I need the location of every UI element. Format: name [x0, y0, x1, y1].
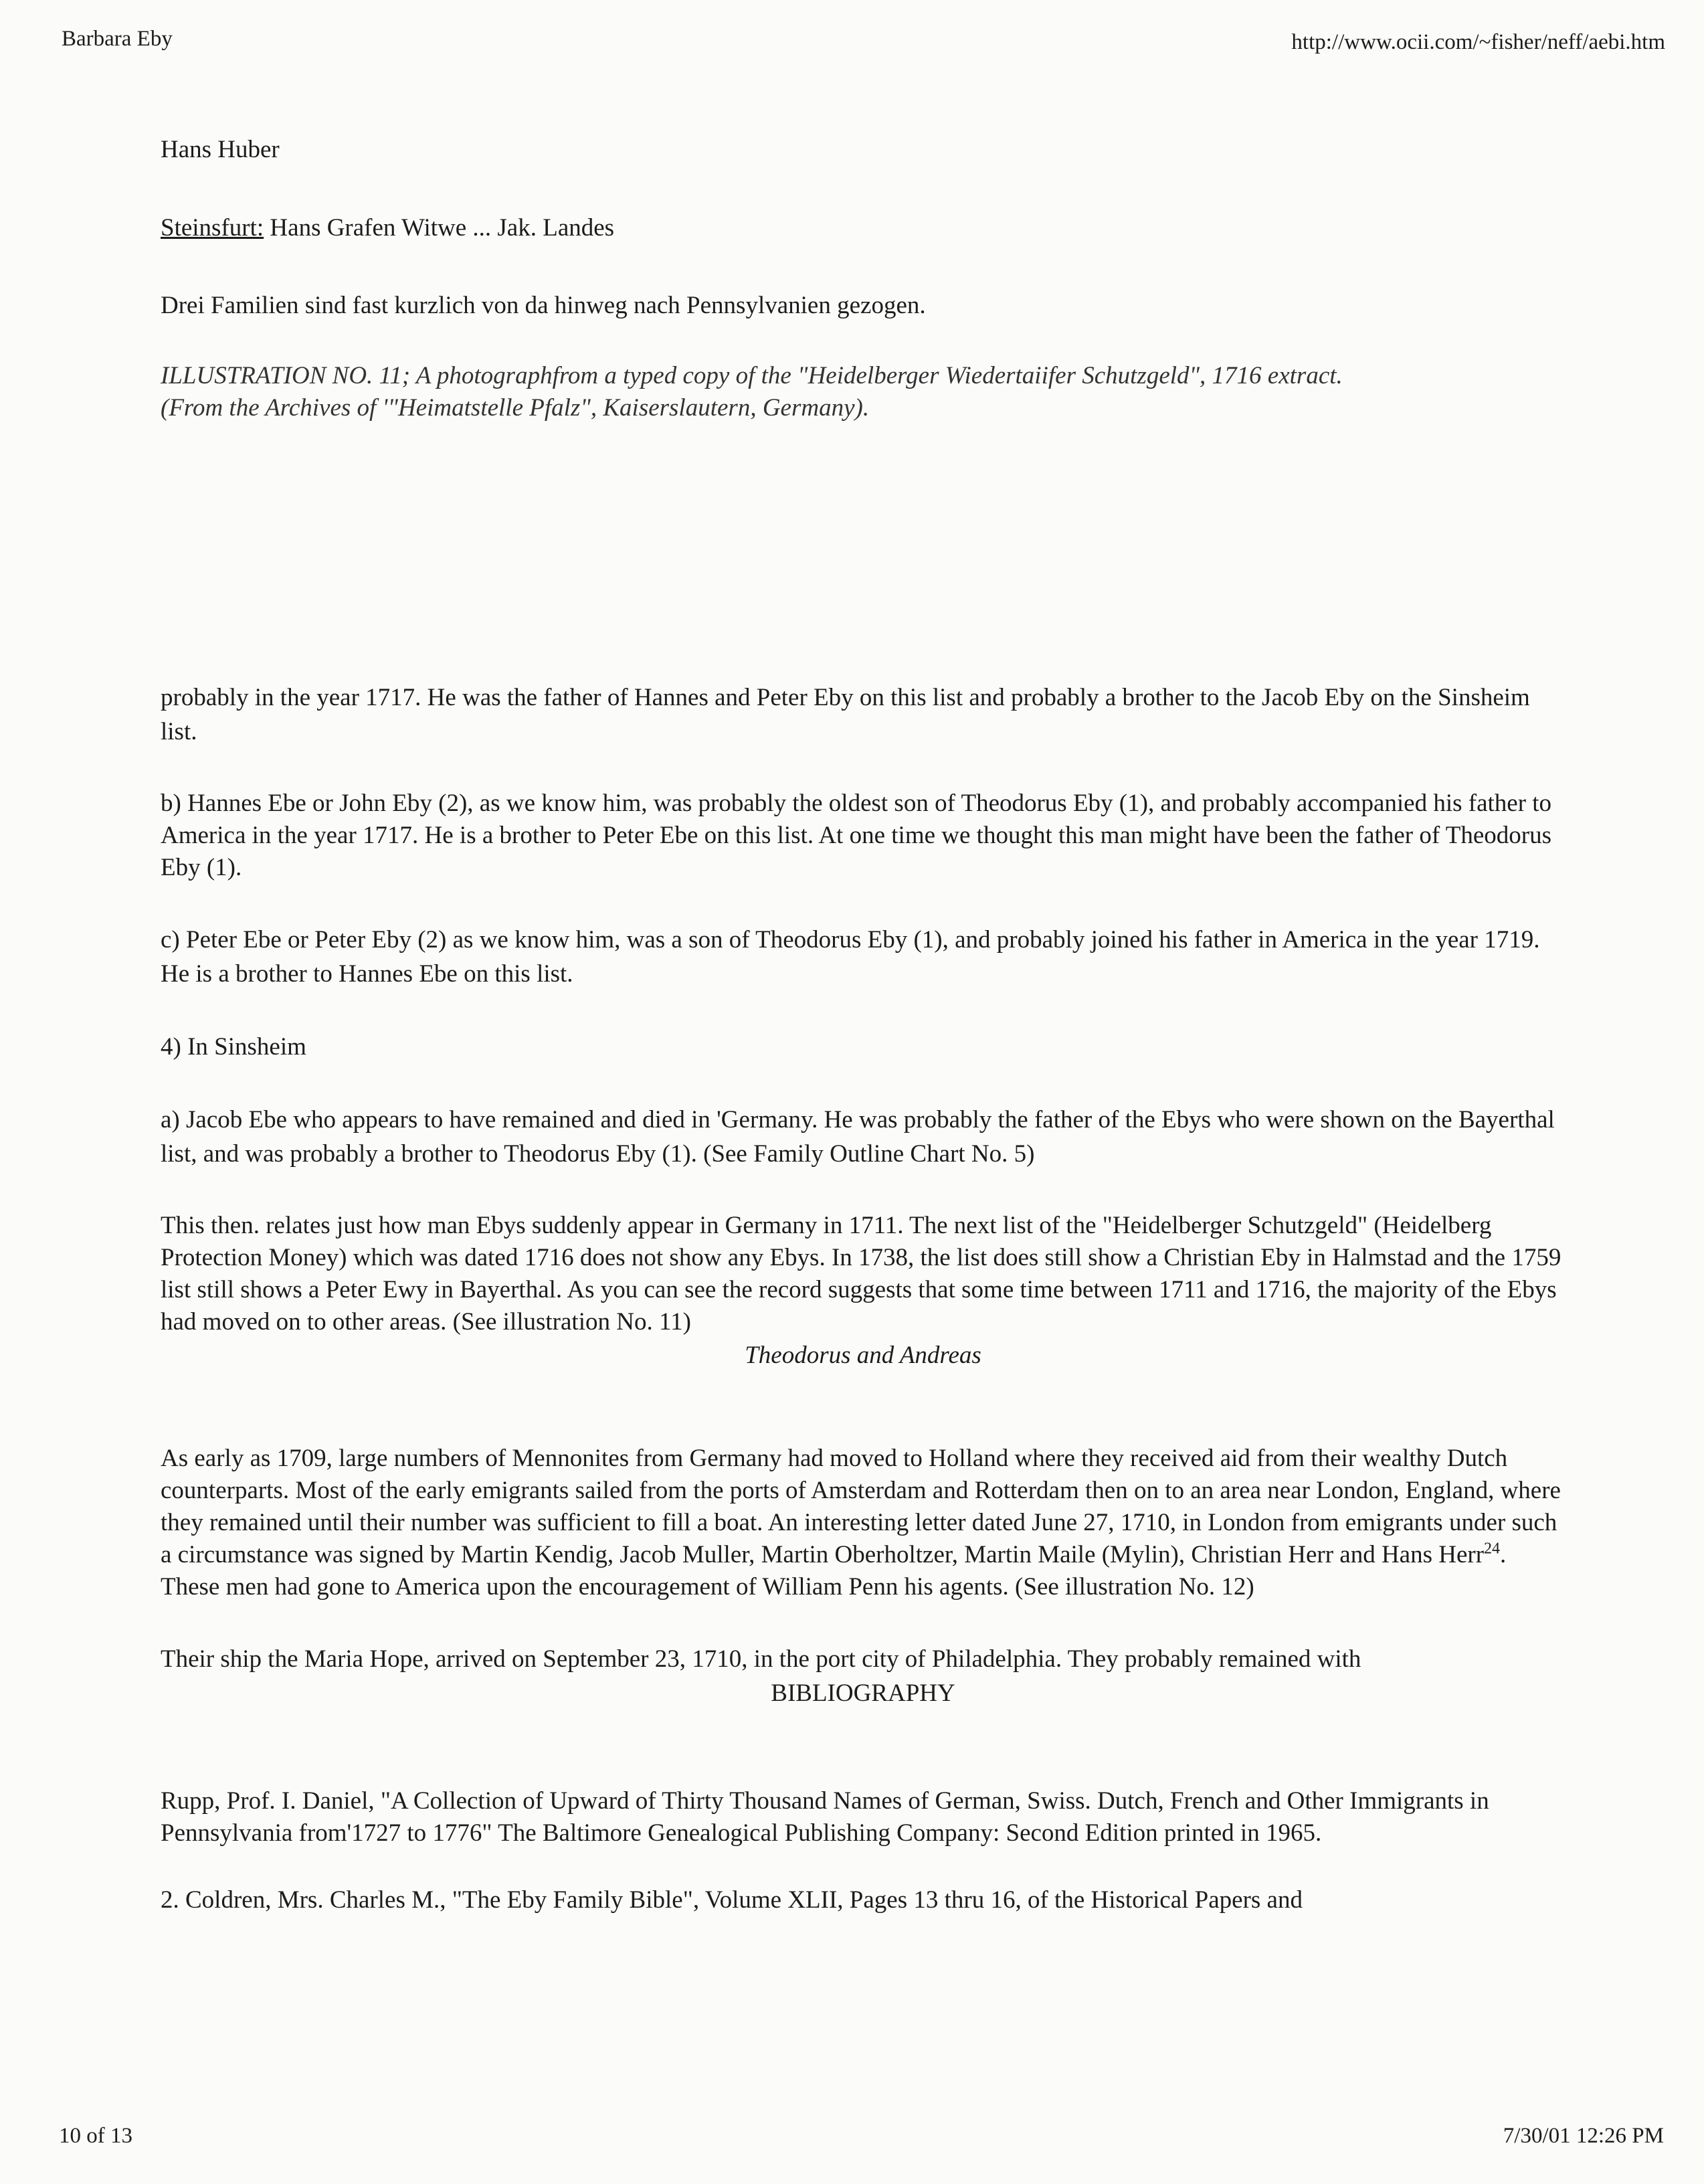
- steinsfurt-text: Hans Grafen Witwe ... Jak. Landes: [264, 214, 615, 242]
- page-footer-datetime: 7/30/01 12:26 PM: [1503, 2124, 1664, 2148]
- document-body: [161, 132, 1566, 1917]
- paragraph-probably: probably in the year 1717. He was the father of Hannes and Peter Eby on this list and probably a brother to the Jacob Eby on the Sinsheim list.: [161, 684, 1530, 745]
- footnote-ref: 24: [1484, 1540, 1501, 1558]
- illustration-caption-line1: ILLUSTRATION NO. 11; A photographfrom a typed copy of the "Heidelberger Wiedertaiifer Schutzgeld", 1716 extract.: [161, 362, 1343, 389]
- paragraph-as-early-tail: . These men had gone to America upon the encouragement of William Penn his agents. (See illustration No. 12): [161, 1541, 1507, 1601]
- paragraph-c: c) Peter Ebe or Peter Eby (2) as we know him, was a son of Theodorus Eby (1), and probably joined his father in America in the year 1719. He is a brother to Hannes Ebe on this list.: [161, 926, 1540, 988]
- page-footer-page-number: 10 of 13: [59, 2124, 132, 2148]
- steinsfurt-line: [161, 211, 1566, 245]
- steinsfurt-label: Steinsfurt:: [161, 214, 264, 242]
- paragraph-this-then: This then. relates just how man Ebys suddenly appear in Germany in 1711. The next list of the "Heidelberger Schutzgeld" (Heidelberg Protection Money) which was dated 1716 does not show any Ebys. In 1738, the list does still show a Christian Eby in Halmstad and the 1759 list still shows a Peter Ewy in Bayerthal. As you can see the record suggests that some time between 1711 and 1716, the majority of the Ebys had moved on to other areas. (See illustration No. 11): [161, 1212, 1561, 1336]
- paragraph-their-ship: Their ship the Maria Hope, arrived on September 23, 1710, in the port city of Philadelphia. They probably remained with: [161, 1645, 1361, 1673]
- page-header-url: http://www.ocii.com/~fisher/neff/aebi.htm: [1291, 30, 1665, 54]
- paragraph-a: a) Jacob Ebe who appears to have remained and died in 'Germany. He was probably the father of the Ebys who were shown on the Bayerthal list, and was probably a brother to Theodorus Eby (1). (See Family Outline Chart No. 5): [161, 1106, 1555, 1168]
- drei-familien-line: Drei Familien sind fast kurzlich von da hinweg nach Pennsylvanien gezogen.: [161, 292, 926, 319]
- name-line: Hans Huber: [161, 136, 280, 163]
- illustration-caption: [161, 360, 1566, 424]
- section-heading-bibliography: BIBLIOGRAPHY: [771, 1679, 955, 1707]
- paragraph-b: b) Hannes Ebe or John Eby (2), as we know him, was probably the oldest son of Theodorus Eby (1), and probably accompanied his father to America in the year 1717. He is a brother to Peter Ebe on this list. At one time we thought this man might have been the father of Theodorus Eby (1).: [161, 790, 1552, 881]
- paragraph-as-early-text: As early as 1709, large numbers of Mennonites from Germany had moved to Holland where they received aid from their wealthy Dutch counterparts. Most of the early emigrants sailed from the ports of Amsterdam and Rotterdam then on to an area near London, England, where they remained until their number was sufficient to fill a boat. An interesting letter dated June 27, 1710, in London from emigrants under such a circumstance was signed by Martin Kendig, Jacob Muller, Martin Oberholtzer, Martin Maile (Mylin), Christian Herr and Hans Herr: [161, 1445, 1561, 1568]
- bibliography-entry-coldren: 2. Coldren, Mrs. Charles M., "The Eby Family Bible", Volume XLII, Pages 13 thru 16, of the Historical Papers and: [161, 1886, 1303, 1914]
- section-heading-theodorus: Theodorus and Andreas: [745, 1342, 981, 1369]
- bibliography-entry-rupp: Rupp, Prof. I. Daniel, "A Collection of Upward of Thirty Thousand Names of German, Swiss. Dutch, French and Other Immigrants in Pennsylvania from'1727 to 1776" The Baltimore Genealogical Publishing Company: Second Edition printed in 1965.: [161, 1787, 1489, 1847]
- illustration-caption-line2: (From the Archives of '"Heimatstelle Pfalz", Kaiserslautern, Germany).: [161, 394, 870, 422]
- paragraph-as-early: [161, 1443, 1566, 1603]
- page-header-title: Barbara Eby: [62, 27, 173, 51]
- paragraph-in-sinsheim: 4) In Sinsheim: [161, 1033, 306, 1061]
